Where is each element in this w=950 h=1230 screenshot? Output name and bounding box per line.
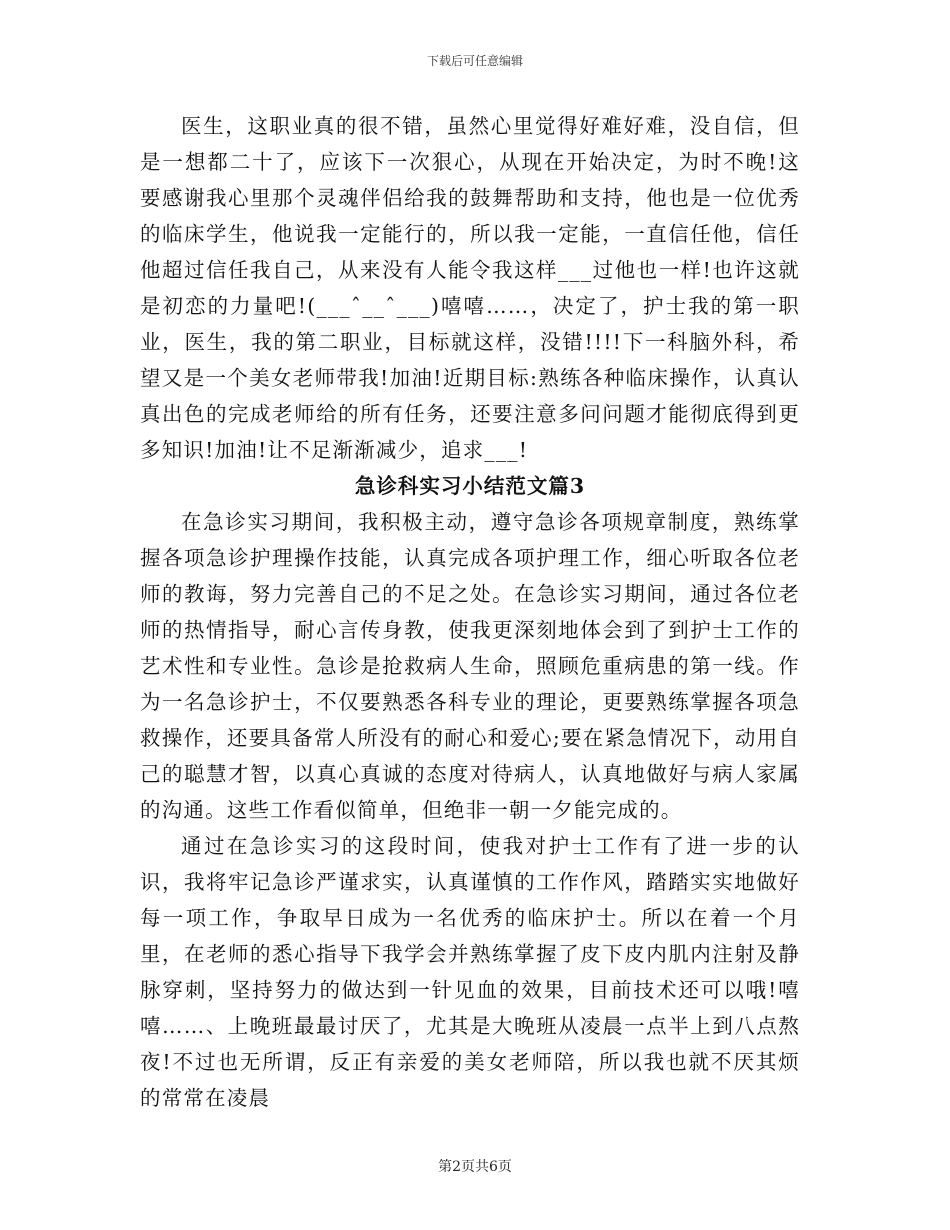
section-title: 急诊科实习小结范文篇3	[354, 474, 586, 498]
page-number: 第2页共6页	[438, 1159, 512, 1175]
paragraph-3: 通过在急诊实习的这段时间，使我对护士工作有了进一步的认识，我将牢记急诊严谨求实，认真谨慎的工作作风，踏踏实实地做好每一项工作，争取早日成为一名优秀的临床护士。所以在着一个月里，在老师的悉心指导下我学会并熟练掌握了皮下皮内肌内注射及静脉穿刺，坚持努力的做达到一针见血的效果，目前技术还可以哦!嘻嘻……、上晚班最最讨厌了，尤其是大晚班从凌晨一点半上到八点熬夜!不过也无所谓，反正有亲爱的美女老师陪，所以我也就不厌其烦的常常在凌晨	[140, 834, 800, 1110]
document-body	[140, 108, 800, 1116]
paragraph-1: 医生，这职业真的很不错，虽然心里觉得好难好难，没自信，但是一想都二十了，应该下一次狠心，从现在开始决定，为时不晚!这要感谢我心里那个灵魂伴侣给我的鼓舞帮助和支持，他也是一位优秀的临床学生，他说我一定能行的，所以我一定能，一直信任他，信任他超过信任我自己，从来没有人能令我这样___过他也一样!也许这就是初恋的力量吧!(___ˆ__ˆ___)嘻嘻……，决定了，护士我的第一职业，医生，我的第二职业，目标就这样，没错!!!!下一科脑外科，希望又是一个美女老师带我!加油!近期目标:熟练各种临床操作，认真认真出色的完成老师给的所有任务，还要注意多问问题才能彻底得到更多知识!加油!让不足渐渐减少，追求___!	[140, 114, 800, 462]
page-header: 下载后可任意编辑	[426, 54, 523, 68]
paragraph-2: 在急诊实习期间，我积极主动，遵守急诊各项规章制度，熟练掌握各项急诊护理操作技能，认真完成各项护理工作，细心听取各位老师的教诲，努力完善自己的不足之处。在急诊实习期间，通过各位老师的热情指导，耐心言传身教，使我更深刻地体会到了到护士工作的艺术性和专业性。急诊是抢救病人生命，照顾危重病患的第一线。作为一名急诊护士，不仅要熟悉各科专业的理论，更要熟练掌握各项急救操作，还要具备常人所没有的耐心和爱心;要在紧急情况下，动用自己的聪慧才智，以真心真诚的态度对待病人，认真地做好与病人家属的沟通。这些工作看似简单，但绝非一朝一夕能完成的。	[140, 510, 800, 822]
